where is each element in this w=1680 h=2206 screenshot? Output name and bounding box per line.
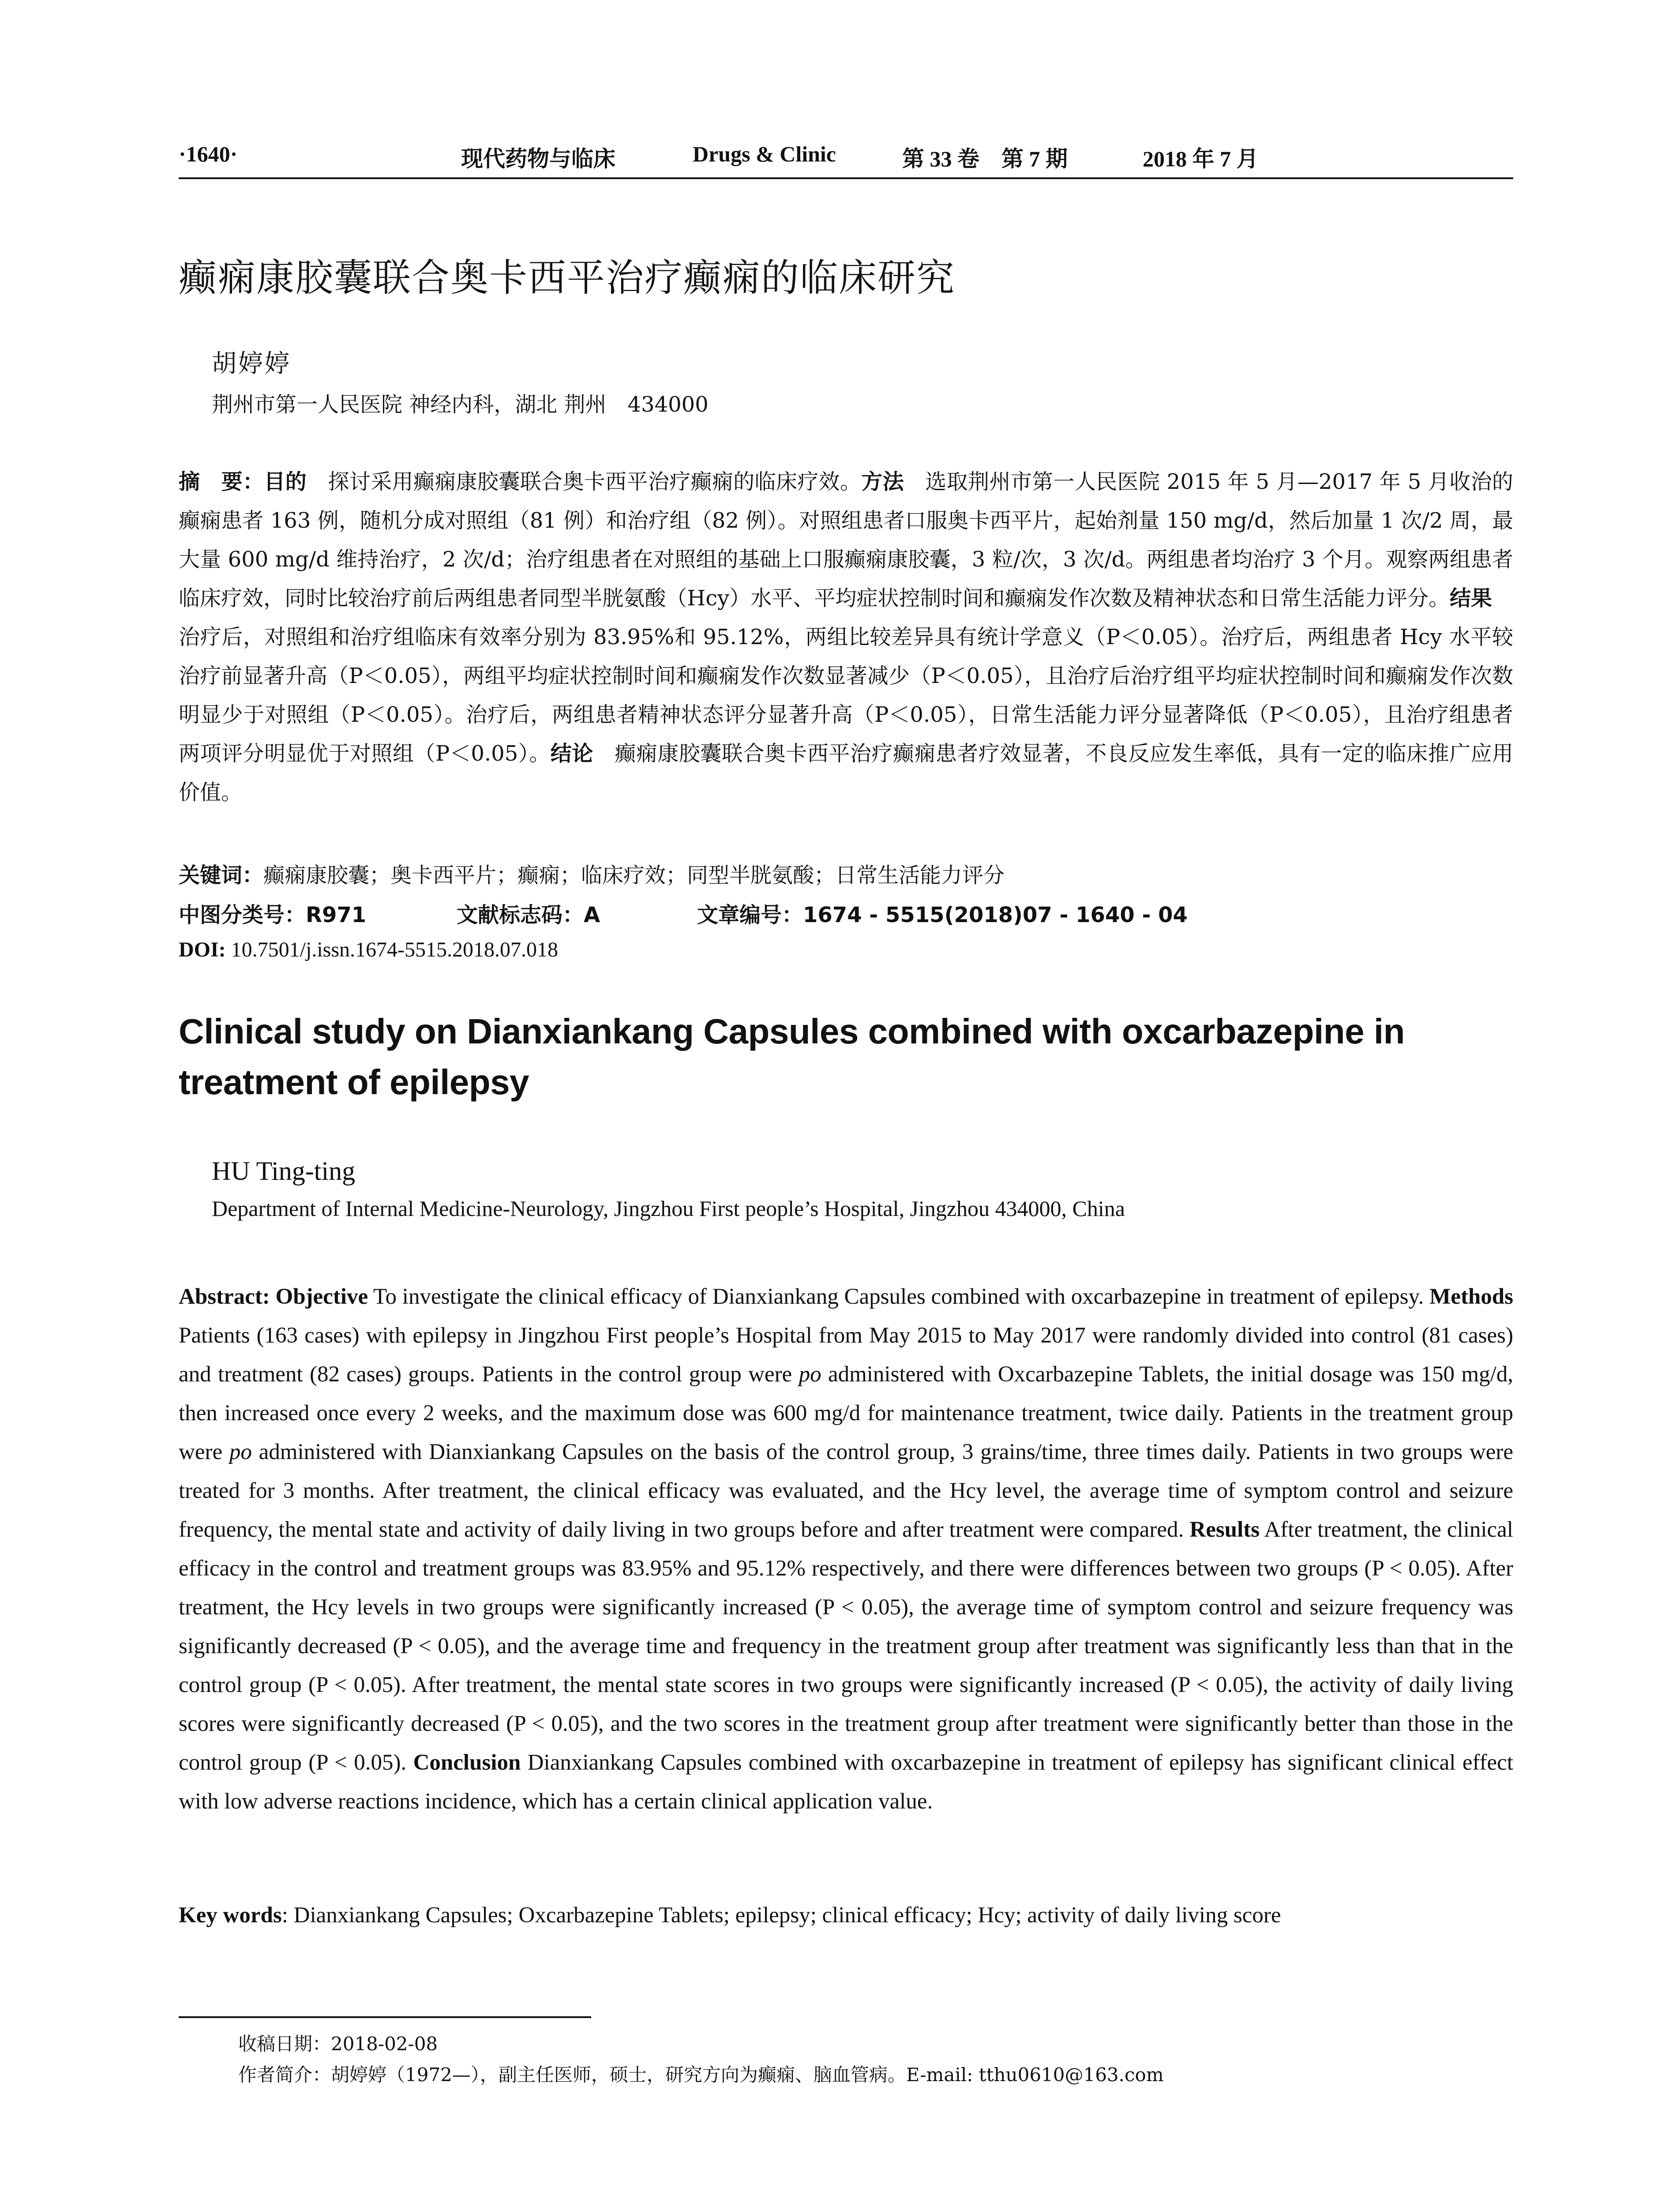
po-italic-1: po bbox=[799, 1362, 821, 1387]
article-number: 文章编号：1674 - 5515(2018)07 - 1640 - 04 bbox=[697, 903, 1188, 927]
objective-text-cn: 探讨采用癫痫康胶囊联合奥卡西平治疗癫痫的临床疗效。 bbox=[307, 469, 862, 494]
abstract-en bbox=[179, 1277, 1513, 1821]
methods-text-en-b: administered with Oxcarbazepine Tablets, the initial dosage was 150 mg/d, then increased once every 2 weeks, and the maximum dose was 600 mg/d for maintenance treatment, twice daily. Patients in the treatment group were bbox=[179, 1362, 1513, 1464]
conclusion-text-cn: 癫痫康胶囊联合奥卡西平治疗癫痫患者疗效显著，不良反应发生率低，具有一定的临床推广应用价值。 bbox=[179, 741, 1513, 805]
po-italic-2: po bbox=[229, 1440, 252, 1464]
keywords-cn-label: 关键词： bbox=[179, 863, 264, 888]
results-label-en: Results bbox=[1184, 1517, 1260, 1542]
objective-text-en: To investigate the clinical efficacy of Dianxiankang Capsules combined with oxcarbazepine in treatment of epilepsy. bbox=[368, 1284, 1424, 1309]
keywords-en-label: Key words bbox=[179, 1903, 282, 1928]
conclusion-label-cn: 结论 bbox=[550, 741, 593, 766]
affiliation-cn: 荆州市第一人民医院 神经内科，湖北 荆州 434000 bbox=[212, 392, 709, 417]
volume-issue: 第 33 卷 第 7 期 bbox=[902, 146, 1068, 171]
keywords-en bbox=[179, 1902, 1281, 1928]
keywords-en-text: : Dianxiankang Capsules; Oxcarbazepine Tablets; epilepsy; clinical efficacy; Hcy; activity of daily living score bbox=[281, 1903, 1281, 1928]
methods-label-en: Methods bbox=[1424, 1284, 1513, 1309]
keywords-cn bbox=[179, 858, 1005, 889]
journal-name-en: Drugs & Clinic bbox=[693, 142, 836, 166]
methods-text-cn: 选取荆州市第一人民医院 2015 年 5 月—2017 年 5 月收治的癫痫患者 163 例，随机分成对照组（81 例）和治疗组（82 例）。对照组患者口服奥卡西平片，起始剂量 150 mg/d，然后加量 1 次/2 周，最大量 600 mg/d 维持治疗，2 次/d；治疗组患者在对照组的基础上口服癫痫康胶囊，3 粒/次，3 次/d。两组患者均治疗 3 个月。观察两组患者临床疗效，同时比较治疗前后两组患者同型半胱氨酸（Hcy）水平、平均症状控制时间和癫痫发作次数及精神状态和日常生活能力评分。 bbox=[179, 469, 1513, 611]
abstract-en-label: Abstract: bbox=[179, 1284, 270, 1309]
methods-label-cn: 方法 bbox=[861, 469, 904, 494]
issue-date: 2018 年 7 月 bbox=[1143, 146, 1259, 171]
results-text-cn: 治疗后，对照组和治疗组临床有效率分别为 83.95%和 95.12%，两组比较差异具有统计学意义（P＜0.05）。治疗后，两组患者 Hcy 水平较治疗前显著升高（P＜0.05），两组平均症状控制时间和癫痫发作次数显著减少（P＜0.05），且治疗后治疗组平均症状控制时间和癫痫发作次数明显少于对照组（P＜0.05）。治疗后，两组患者精神状态评分显著升高（P＜0.05），日常生活能力评分显著降低（P＜0.05），且治疗组患者两项评分明显优于对照组（P＜0.05）。 bbox=[179, 586, 1513, 766]
doi-link[interactable]: 10.7501/j.issn.1674-5515.2018.07.018 bbox=[225, 938, 559, 961]
article-title-cn: 癫痫康胶囊联合奥卡西平治疗癫痫的临床研究 bbox=[179, 256, 955, 300]
methods-text-en-c: administered with Dianxiankang Capsules on the basis of the control group, 3 grains/time, three times daily. Patients in two groups were treated for 3 months. After treatment, the clinical efficacy was evaluated, and the Hcy level, the average time of symptom control and seizure frequency, the mental state and activity of daily living in two groups before and after treatment were compared. bbox=[179, 1440, 1513, 1542]
methods-text-en-a: Patients (163 cases) with epilepsy in Jingzhou First people’s Hospital from May 2015 to May 2017 were randomly divided into control (81 cases) and treatment (82 cases) groups. Patients in the control group were bbox=[179, 1323, 1513, 1387]
received-date: 收稿日期：2018-02-08 bbox=[238, 2033, 438, 2055]
abstract-cn bbox=[179, 462, 1513, 812]
results-label-cn: 结果 bbox=[1449, 586, 1492, 611]
conclusion-text-en: Dianxiankang Capsules combined with oxcarbazepine in treatment of epilepsy has significant clinical effect with low adverse reactions incidence, which has a certain clinical application value. bbox=[179, 1750, 1513, 1814]
footnote-rule bbox=[179, 2016, 591, 2018]
article-title-en: Clinical study on Dianxiankang Capsules combined with oxcarbazepine in treatment of epilepsy bbox=[179, 1012, 1405, 1102]
abstract-cn-label: 摘 要： bbox=[179, 469, 264, 494]
conclusion-label-en: Conclusion bbox=[406, 1750, 521, 1775]
keywords-cn-text: 癫痫康胶囊；奥卡西平片；癫痫；临床疗效；同型半胱氨酸；日常生活能力评分 bbox=[263, 863, 1005, 888]
results-text-en: After treatment, the clinical efficacy in the control and treatment groups was 83.95% and 95.12% respectively, and there were differences between two groups (P < 0.05). After treatment, the Hcy levels in two groups were significantly increased (P < 0.05), the average time of symptom control and seizure frequency was significantly decreased (P < 0.05), and the average time and frequency in the treatment group after treatment was significantly less than that in the control group (P < 0.05). After treatment, the mental state scores in two groups were significantly increased (P < 0.05), the activity of daily living scores were significantly decreased (P < 0.05), and the two scores in the treatment group after treatment were significantly better than those in the control group (P < 0.05). bbox=[179, 1517, 1513, 1775]
author-bio: 作者简介：胡婷婷（1972—），副主任医师，硕士，研究方向为癫痫、脑血管病。E-mail: tthu0610@163.com bbox=[238, 2064, 1164, 2086]
doi-line bbox=[179, 938, 558, 962]
clc-number: 中图分类号：R971 bbox=[179, 903, 367, 927]
page-number: ·1640· bbox=[179, 142, 238, 166]
author-cn: 胡婷婷 bbox=[212, 349, 291, 378]
author-en: HU Ting-ting bbox=[212, 1156, 356, 1186]
document-code: 文献标志码：A bbox=[457, 903, 600, 927]
affiliation-en: Department of Internal Medicine-Neurology, Jingzhou First people’s Hospital, Jingzhou 434000, China bbox=[212, 1196, 1125, 1221]
doi-label: DOI: bbox=[179, 938, 226, 961]
header-rule bbox=[179, 177, 1513, 179]
objective-label-cn: 目的 bbox=[264, 469, 307, 494]
objective-label-en: Objective bbox=[270, 1284, 368, 1309]
running-header bbox=[179, 141, 1513, 176]
journal-name-cn: 现代药物与临床 bbox=[461, 146, 615, 171]
